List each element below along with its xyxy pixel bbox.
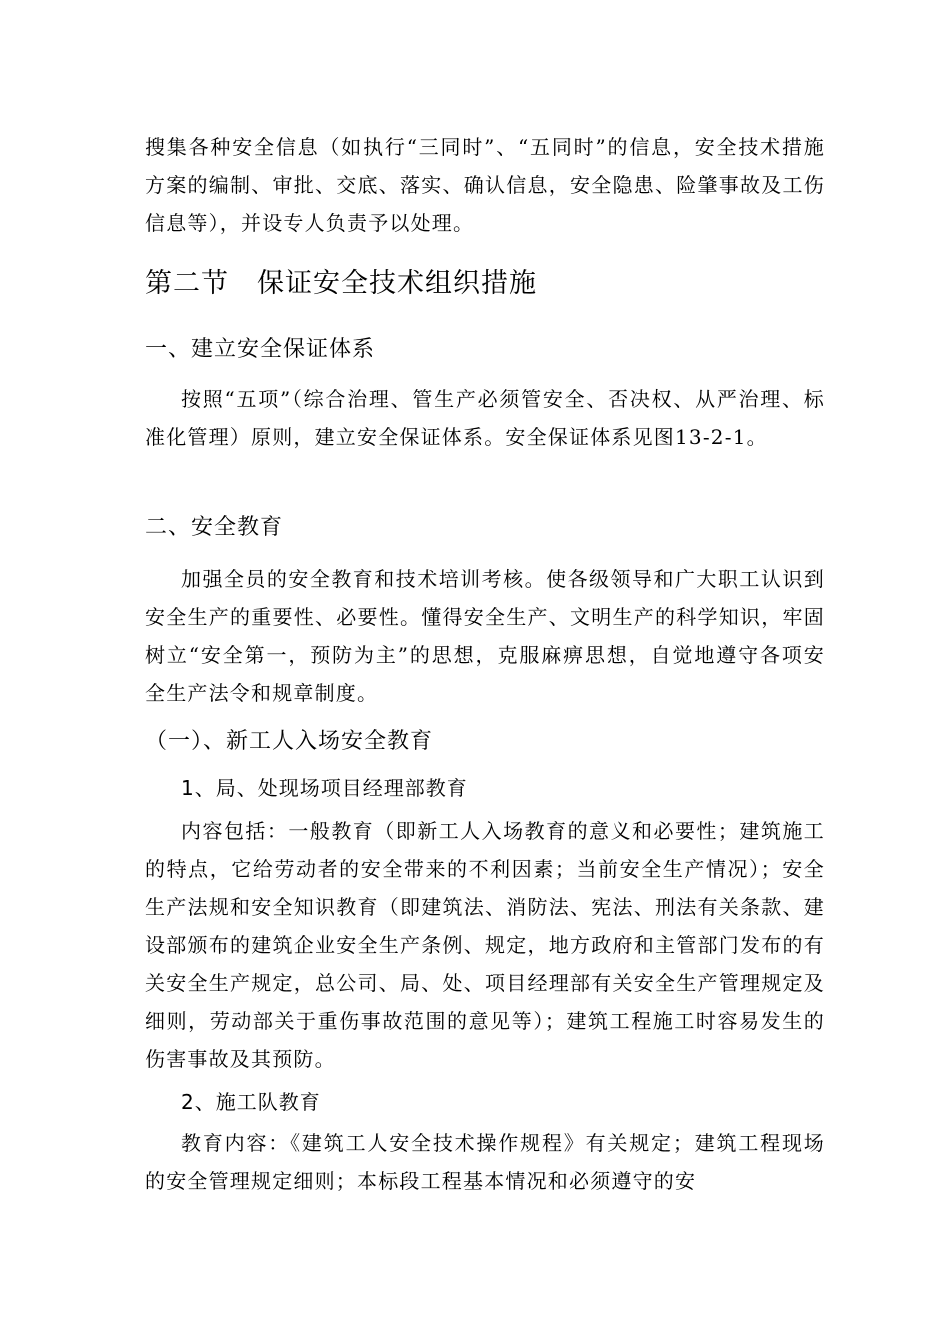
subsection-title-new-worker-education: （一）、新工人入场安全教育	[145, 729, 434, 754]
section-title: 第二节 保证安全技术组织措施	[145, 268, 537, 299]
safety-system-paragraph: 按照“五项”（综合治理、管生产必须管安全、否决权、从严治理、标准化管理）原则，建立安全保证体系。安全保证体系见图13-2-1。	[145, 387, 825, 449]
continued-paragraph: 搜集各种安全信息（如执行“三同时”、“五同时”的信息，安全技术措施方案的编制、审批、交底、落实、确认信息，安全隐患、险肇事故及工伤信息等），并设专人负责予以处理。	[145, 135, 825, 235]
construction-team-paragraph: 教育内容：《建筑工人安全技术操作规程》有关规定；建筑工程现场的安全管理规定细则；本标段工程基本情况和必须遵守的安	[145, 1131, 825, 1193]
project-department-paragraph: 内容包括：一般教育（即新工人入场教育的意义和必要性；建筑施工的特点，它给劳动者的安全带来的不利因素；当前安全生产情况）；安全生产法规和安全知识教育（即建筑法、消防法、宪法、刑法有关条款、建设部颁布的建筑企业安全生产条例、规定，地方政府和主管部门发布的有关安全生产规定，总公司、局、处、项目经理部有关安全生产管理规定及细则，劳动部关于重伤事故范围的意见等）；建筑工程施工时容易发生的伤害事故及其预防。	[145, 819, 825, 1071]
subsection-title-safety-education: 二、安全教育	[145, 515, 284, 540]
subsection-title-safety-system: 一、建立安全保证体系	[145, 337, 376, 362]
safety-education-paragraph: 加强全员的安全教育和技术培训考核。使各级领导和广大职工认识到安全生产的重要性、必要性。懂得安全生产、文明生产的科学知识，牢固树立“安全第一，预防为主”的思想，克服麻痹思想，自觉地遵守各项安全生产法令和规章制度。	[145, 567, 825, 705]
item-title-construction-team: 2、施工队教育	[181, 1090, 321, 1114]
item-title-project-department: 1、局、处现场项目经理部教育	[181, 776, 468, 800]
